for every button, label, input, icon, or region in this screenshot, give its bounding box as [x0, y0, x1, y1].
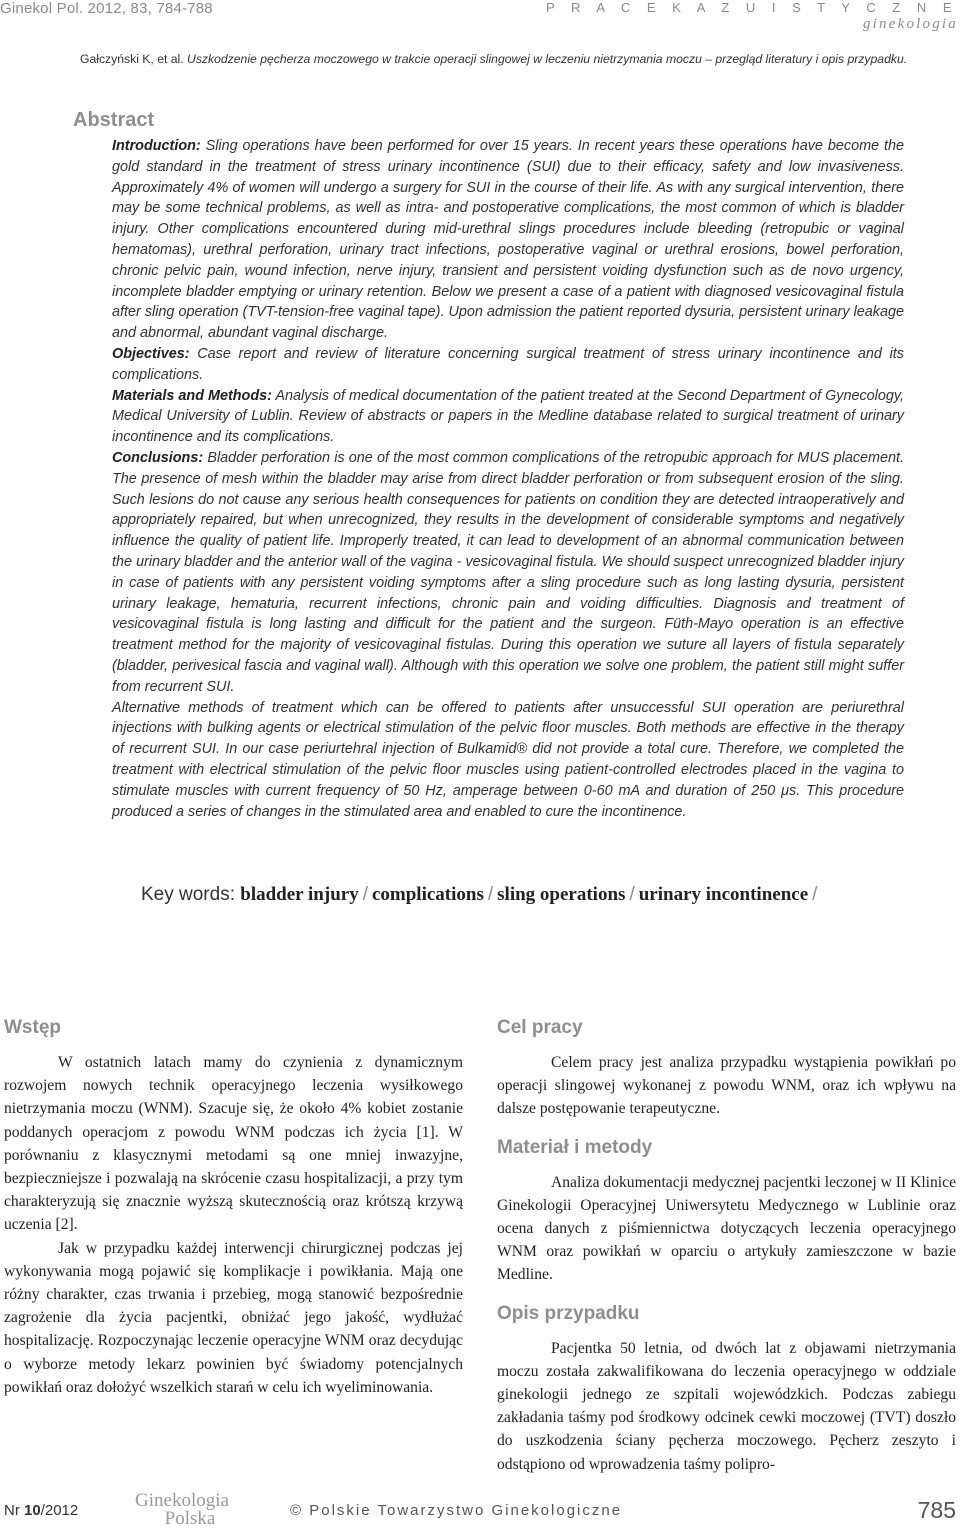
introduction-text: Sling operations have been performed for over 15 years. In recent years these operations have become the gold standard in the treatment of stress urinary incontinence (SUI) due to their efficacy, safety and low invasiveness. Approximately 4% of women will undergo a surgery for SUI in the course of their life. As with any surgical intervention, there may be some technical problems, as well as intra- and postoperative complications, the most common of which is bladder injury. Other complications encountered during mid-urethral slings procedures include bleeding (retropubic or vaginal hematomas), urethral perforation, urinary tract infections, postoperative vaginal or urethral erosions, bowel perforation, chronic pelvic pain, wound infection, nerve injury, transient and persistent voiding dysfunction such as de novo urgency, incomplete bladder emptying or urinary retention. Below we present a case of a patient with diagnosed vesicovaginal fistula after sling operation (TVT-tension-free vaginal tape). Upon admission the patient reported dysuria, persistent urinary leakage and abnormal, abundant vaginal discharge.: [112, 138, 905, 342]
logo-line-2: Polska: [164, 1508, 216, 1529]
keyword: sling operations: [497, 884, 626, 905]
keyword-separator: /: [812, 884, 818, 905]
paragraph: Pacjentka 50 letnia, od dwóch lat z objawami nietrzymania moczu została zakwalifikowana do leczenia operacyjnego w oddziale ginekologii jednego ze szpitali wojewódzkich. Podczas zabiegu zakładania taśmy pod środkowy odcinek cewki moczowej (TVT) doszło do uszkodzenia ściany pęcherza moczowego. Pęcherz zeszyto i odstąpiono od wprowadzenia taśmy polipro-: [497, 1339, 956, 1473]
objectives-text: Case report and review of literature concerning surgical treatment of stress urinary incontinence and its complications.: [112, 345, 904, 383]
abstract-objectives: [112, 344, 904, 386]
citation-authors: Gałczyński K, et al.: [80, 52, 184, 66]
abstract-introduction: [112, 136, 904, 344]
conclusions-text: Bladder perforation is one of the most common complications of the retropubic approach for MUS placement. The presence of mesh within the bladder may arise from direct bladder perforation or from subsequent erosion of the sling. Such lesions do not cause any serious health consequences for patients on condition they are detected intraoperatively and appropriately repaired, but when unrecognized, they results in the development of considerable symptoms and negatively influence the quality of patient life. Improperly treated, it can lead to development of an abnormal communication between the urinary bladder and the anterior wall of the vagina - vesicovaginal fistula. We should suspect unrecognized bladder injury in case of patients with any persistent voiding symptoms after a sling procedure such as long lasting dysuria, persistent urinary leakage, hematuria, recurrent infections, chronic pain and voiding difficulties. Diagnosis and treatment of vesicovaginal fistula is long lasting and difficult for the patient and the surgeon. Füth-Mayo operation is an effective treatment method for the majority of vesicovaginal fistulas. During this operation we suture all layers of fistula separately (bladder, perivesical fascia and vaginal wall). Although with this operation we solve one problem, the patient still might suffer from recurrent SUI.: [112, 449, 905, 695]
left-column: [4, 1015, 463, 1399]
paragraph: Analiza dokumentacji medycznej pacjentki leczonej w II Klinice Ginekologii Operacyjnej Uniwersytetu Medycznego w Lublinie oraz ocena danych z piśmiennictwa dotyczących leczenia operacyjnego WNM oraz powikłań w oparciu o artykuły zamieszczone w bazie Medline.: [497, 1173, 956, 1284]
journal-citation-header: Ginekol Pol. 2012, 83, 784-788: [0, 0, 213, 17]
logo-line-1: Ginekologia: [135, 1490, 229, 1511]
journal-name: ginekologia: [862, 16, 958, 32]
page-number: 785: [917, 1497, 956, 1523]
introduction-label: Introduction:: [112, 138, 201, 154]
paragraph: Jak w przypadku każdej interwencji chirurgicznej podczas jej wykonywania mogą pojawić się komplikacje i powikłania. Mają one różny charakter, czas trwania i przebieg, mogą stanowić bezpośrednie zagrożenie dla życia pacjentki, obniżać jego jakość, wydłużać hospitalizację. Rozpoczynając leczenie operacyjne WNM oraz decydując o wyborze metody lekarz powinien być świadomy potencjalnych powikłań oraz dołożyć wszelkich starań w celu ich wyeliminowania.: [4, 1239, 463, 1396]
keyword-separator: /: [362, 884, 368, 905]
methods-label: Materials and Methods:: [112, 387, 272, 404]
keywords-line: [141, 884, 821, 906]
conclusions-label: Conclusions:: [112, 449, 204, 466]
abstract-heading: Abstract: [73, 109, 155, 131]
keyword: bladder injury: [240, 884, 359, 905]
abstract-body: [112, 136, 904, 822]
abstract-conclusions: [112, 448, 904, 698]
abstract-alternative-methods: Alternative methods of treatment which can be offered to patients after unsuccessful SUI operation are periurethral injections with bulking agents or electrical stimulation of the pelvic floor muscles. Both methods are effective in the therapy of recurrent SUI. In our case periurtehral injection of Bulkamid® did not provide a total cure. Therefore, we completed the treatment with electrical stimulation of the pelvic floor muscles using patient-controlled electrodes placed in the vagina to stimulate muscles with current frequency of 50 Hz, amperage between 0-60 mA and duration of 250 μs. This procedure produced a series of changes in the stimulated area and enabled to cure the incontinence.: [112, 699, 904, 820]
objectives-label: Objectives:: [112, 345, 190, 362]
keyword-separator: /: [629, 884, 635, 905]
section-heading-opis-przypadku: Opis przypadku: [497, 1302, 640, 1324]
section-heading-material-i-metody: Materiał i metody: [497, 1136, 653, 1158]
issue-number: [4, 1502, 78, 1519]
section-header: [546, 0, 958, 33]
keyword: complications: [371, 884, 484, 905]
journal-logo: [122, 1492, 242, 1528]
keywords-label: Key words:: [141, 884, 235, 905]
issue-year: /2012: [40, 1502, 79, 1519]
methods-text: Analysis of medical documentation of the patient treated at the Second Department of Gynecology, Medical University of Lublin. Review of abstracts or papers in the Medline database related to surgical treatment of urinary incontinence and its complications.: [112, 387, 905, 446]
paragraph: W ostatnich latach mamy do czynienia z dynamicznym rozwojem nowych technik operacyjnego leczenia wysiłkowego nietrzymania moczu (WNM). Szacuje się, że około 4% kobiet zostanie poddanych operacjom z powodu WNM podczas ich życia [1]. W porównaniu z klasycznymi metodami są one mniej inwazyjne, bezpieczniejsze i pozwalają na skrócenie czasu hospitalizacji, a przy tym charakteryzują się znacznie wyższą skutecznością oraz krótszą krzywą uczenia [2].: [4, 1054, 463, 1234]
section-heading-wstep: Wstęp: [4, 1017, 61, 1038]
citation-title: Uszkodzenie pęcherza moczowego w trakcie operacji slingowej w leczeniu nietrzymania moczu – przegląd literatury i opis przypadku.: [187, 52, 908, 66]
issue-value: 10: [24, 1502, 41, 1519]
section-label: P R A C E K A Z U I S T Y C Z N E: [546, 0, 958, 15]
abstract-methods: [112, 386, 904, 448]
issue-label: Nr: [4, 1502, 20, 1519]
article-citation: [80, 52, 907, 66]
right-column: [497, 1015, 956, 1476]
copyright-notice: © Polskie Towarzystwo Ginekologiczne: [290, 1502, 623, 1519]
section-heading-cel-pracy: Cel pracy: [497, 1017, 583, 1038]
paragraph: Celem pracy jest analiza przypadku wystąpienia powikłań po operacji slingowej wykonanej z powodu WNM, oraz ich wpływu na dalsze postępowanie terapeutyczne.: [497, 1054, 956, 1118]
keyword: urinary incontinence: [638, 884, 809, 905]
keyword-separator: /: [487, 884, 494, 905]
